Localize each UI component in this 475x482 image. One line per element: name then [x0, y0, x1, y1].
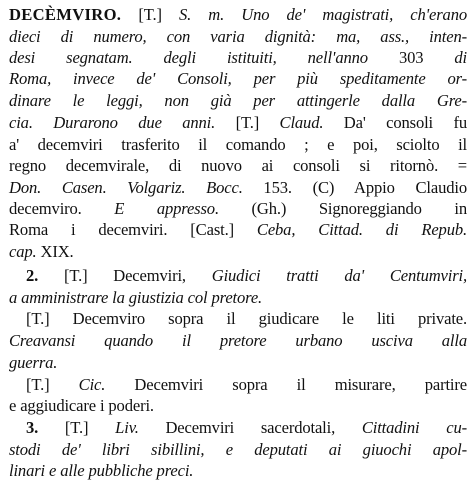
entry-text: [T.] [64, 418, 116, 437]
entry-text: [T.] [121, 5, 180, 24]
entry-text: Cittadini cu- [361, 418, 467, 437]
entry-text: Da' consoli fu [323, 113, 467, 132]
entry-line [9, 241, 467, 263]
entry-line [9, 68, 467, 90]
entry-text: 153. (C) Appio Claudio [263, 178, 467, 197]
entry-line [9, 134, 467, 156]
entry-line [9, 330, 467, 352]
entry-text: Giudici tratti da' Centumviri, [211, 266, 467, 285]
entry-text: Ceba, Cittad. di Repub. [256, 220, 467, 239]
entry-line [9, 352, 467, 374]
entry-line [9, 439, 467, 461]
entry-line [9, 26, 467, 48]
entry-text: XIX. [40, 242, 74, 261]
entry-text: dinare le leggi, non già per attingerle dalla Gre- [9, 91, 467, 110]
entry-text: E appresso. [114, 199, 219, 218]
entry-text: Cic. [78, 375, 106, 394]
entry-text: decemviro. [9, 199, 115, 218]
entry-text: (Gh.) Signoreggiando in [218, 199, 467, 218]
entry-line [26, 417, 467, 439]
entry-text: [T.] [235, 113, 280, 132]
entry-text: Creavansi quando il pretore urbano usciva alla [9, 331, 467, 350]
entry-line [9, 4, 467, 26]
entry-text: 303 [398, 48, 424, 67]
entry-line [9, 460, 467, 482]
entry-text: [T.] [26, 375, 79, 394]
entry-text: Roma i decemviri. [Cast.] [9, 220, 257, 239]
entry-text: 2. [26, 266, 64, 285]
entry-text: Decemviri sopra il misurare, partire [105, 375, 467, 394]
entry-line [9, 155, 467, 177]
entry-line [26, 308, 467, 330]
entry-text: a' decemviri trasferito il comando ; e poi, sciolto il [9, 135, 467, 154]
entry-text: cia. Durarono due anni. [9, 113, 236, 132]
entry-text: 3. [26, 418, 65, 437]
entry-line [26, 265, 467, 287]
entry-text: S. m. Uno de' magistrati, ch'erano [179, 5, 467, 24]
entry-text: [T.] Decemviro sopra il giudicare le liti private. [26, 309, 467, 328]
entry-line [26, 374, 467, 396]
entry-text: [T.] Decemviri, [63, 266, 212, 285]
entry-line [9, 219, 467, 241]
entry-line [9, 47, 467, 69]
entry-text: cap. [9, 242, 41, 261]
entry-text: regno decemvirale, di nuovo ai consoli si ritornò. = [9, 156, 467, 175]
entry-text: dieci di numero, con varia dignità: ma, ass., inten- [9, 27, 467, 46]
entry-text: Decemviri sacerdotali, [138, 418, 362, 437]
entry-text: stodi de' libri sibillini, e deputati ai giuochi apol- [9, 440, 467, 459]
entry-text: Liv. [115, 418, 139, 437]
entry-text: Claud. [279, 113, 324, 132]
headword: DECÈMVIRO. [9, 5, 122, 24]
entry-line [9, 112, 467, 134]
entry-text: Roma, invece de' Consoli, per più speditamente or- [9, 69, 467, 88]
entry-line [9, 287, 467, 309]
entry-text: di [423, 48, 468, 67]
entry-text: linari e alle pubbliche preci. [9, 461, 194, 480]
entry-text: a amministrare la giustizia col pretore. [9, 288, 263, 307]
entry-line [9, 395, 467, 417]
entry-line [9, 177, 467, 199]
entry-line [9, 198, 467, 220]
entry-line [9, 90, 467, 112]
entry-text: Don. Casen. Volgariz. Bocc. [9, 178, 264, 197]
entry-text: desi segnatam. degli istituiti, nell'anno [9, 48, 399, 67]
entry-text: guerra. [9, 353, 58, 372]
entry-text: e aggiudicare i poderi. [9, 396, 154, 415]
